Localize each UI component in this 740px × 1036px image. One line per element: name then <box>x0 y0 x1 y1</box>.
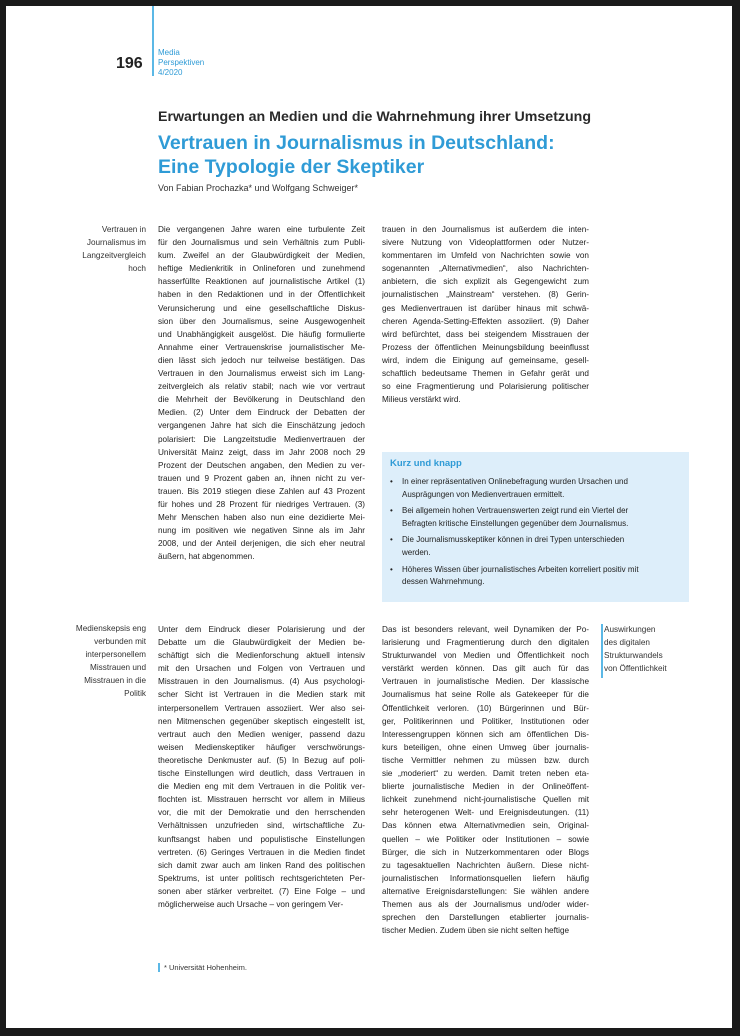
sidenote-line: interpersonellem <box>85 650 146 659</box>
text-line: vertreten. (6) Geringes Vertrauen in die Medien findet <box>158 847 365 857</box>
bullet-icon: • <box>390 564 393 574</box>
text-line: 2008, und der Anteil derjenigen, die sich eher neutral <box>158 539 365 549</box>
text-line: quellen – wie Politiker oder Institutionen – sowie <box>382 834 589 844</box>
text-line: sich damit zwar auch am linken Rand des politischen <box>158 860 365 870</box>
text-line: verstärkt werden können. Das gilt auch für das <box>382 664 589 674</box>
text-line: tischer Medien. Zudem üben sie nicht selten heftige <box>382 926 570 936</box>
sidenote-line: Misstrauen in die <box>84 676 146 685</box>
text-line: Interessengruppen können sich am öffentlichen Dis- <box>382 729 589 739</box>
sidenote-line: des digitalen <box>604 638 650 647</box>
summary-item <box>390 534 682 559</box>
title-line: Vertrauen in Journalismus in Deutschland: <box>158 132 555 154</box>
text-line: Milieus verstärkt wird. <box>382 395 461 405</box>
text-line: dien lässt sich jedoch nur teilweise bestätigen. Das <box>158 355 365 365</box>
article-subtitle: Erwartungen an Medien und die Wahrnehmung ihrer Umsetzung <box>158 109 592 125</box>
text-line: Die vergangenen Jahre waren eine turbulente Zeit <box>158 225 365 234</box>
text-line: sehr heterogenen Welt- und Ereignisdeutungen. (11) <box>382 808 589 818</box>
summary-item-line: Die Journalismusskeptiker können in drei Typen unterschieden <box>402 535 625 545</box>
journal-line: Perspektiven <box>158 58 205 67</box>
article-title <box>158 131 555 179</box>
sidenote-line: Politik <box>124 689 146 698</box>
text-line: tische Vermittler nehmen zu müssen bzw. durch <box>382 755 589 765</box>
text-line: lichkeit zunehmend nicht-journalistische Quellen mit <box>382 795 589 805</box>
journal-name <box>158 48 204 78</box>
text-line: heftige Medienkritik in Onlineforen und zunehmend <box>158 264 365 274</box>
sidenote-accent-line <box>601 624 603 678</box>
text-line: schaftlich bedeutsame Themen in Gefahr gerät und <box>382 369 589 379</box>
bullet-icon: • <box>390 506 393 516</box>
text-line: sogenannten „Alternativmedien“, also Nachrichten- <box>382 264 589 274</box>
summary-item-line: Befragten kritische Einstellungen gegenüber dem Journalismus. <box>402 518 629 528</box>
text-line: blierte journalistische Medien in der Onlineöffent- <box>382 782 589 792</box>
summary-item <box>390 564 682 589</box>
text-column-right-bottom <box>382 623 589 937</box>
text-line: kommentaren im Umfeld von Nachrichten sowie von <box>382 251 589 261</box>
text-line: Universität Mainz zeigt, dass im Jahr 2008 noch 29 <box>158 447 365 457</box>
text-line: nen Mitmenschen gegenüber skeptisch eingestellt ist, <box>158 716 365 726</box>
text-line: und Unabhängigkeit ausgelöst. Die häufig formulierte <box>158 329 365 339</box>
sidenote-line: von Öffentlichkeit <box>604 664 667 673</box>
summary-list <box>390 476 682 593</box>
text-line: Prozent der Deutschen angaben, den Medien zu ver- <box>158 460 365 470</box>
text-line: anbietern, die sich explizit als Gegengewicht zum <box>382 277 589 287</box>
text-column-right-top <box>382 223 589 406</box>
text-line: mit den Ursachen und Folgen von Vertrauen und <box>158 664 365 674</box>
sidenote-digital-change <box>604 623 724 675</box>
text-line: hasserfüllte Reaktionen auf journalistische Artikel (1) <box>158 277 365 287</box>
text-line: Öffentlichkeit verloren. (10) Bürgerinnen und Bür- <box>382 703 589 713</box>
text-line: weisen Medienskeptiker häufiger verschwörungs- <box>158 742 365 752</box>
text-line: zu tagesaktuellen Nachrichten äußern. Diese nicht- <box>382 860 589 870</box>
text-line: Misstrauen in den Journalismus. (4) Aus psychologi- <box>158 677 365 687</box>
header-accent-line <box>152 6 154 76</box>
text-line: scher Sicht ist Vertrauen in die Medien stark mit <box>158 690 365 700</box>
text-line: sonen aber stärker verbreitet. (7) Eine Folge – und <box>158 886 365 896</box>
text-line: Prozess der öffentlichen Meinungsbildung beeinflusst <box>382 342 589 352</box>
text-line: alternative Ereignisdarstellungen: Sie wählen andere <box>382 886 589 896</box>
text-line: Unter dem Eindruck dieser Polarisierung und der <box>158 625 365 634</box>
summary-box <box>382 452 689 602</box>
text-line: kunftsangst haben und populistische Einstellungen <box>158 834 365 844</box>
text-line: wird befürchtet, dass bei steigendem Misstrauen der <box>382 329 589 339</box>
text-line: tische Einstellungen wird deutlich, dass Vertrauen in <box>158 769 365 779</box>
text-line: Bürger, die sich in Nutzerkommentaren oder Blogs <box>382 847 589 857</box>
sidenote-line: Medienskepsis eng <box>75 624 146 633</box>
title-line: Eine Typologie der Skeptiker <box>158 156 425 178</box>
text-line: für den Journalismus und sein Verhältnis zum Publi- <box>158 238 365 248</box>
text-line: Annahme einer Vertrauenskrise journalistischer Me- <box>158 342 365 352</box>
text-line: Das können etwa Alternativmedien sein, Original- <box>382 821 589 831</box>
text-line: cheren Agenda-Setting-Effekten assoziiert. (9) Daher <box>382 316 589 326</box>
summary-item-line: Ausprägungen von Medienvertrauen ermittelt. <box>402 489 565 499</box>
text-line: wird, indem die Einigung auf gemeinsame, gesell- <box>382 355 589 365</box>
text-line: theoretische Denkmuster auf. (5) In Bezug auf poli- <box>158 755 365 765</box>
text-line: journalistischen Informationsquellen liefern häufig <box>382 873 589 883</box>
text-line: trauen in den Journalismus ist außerdem die inten- <box>382 225 589 234</box>
text-line: Journalismus hat seine Rolle als Gatekeeper für die <box>382 690 589 700</box>
text-line: vor, die mit der Demokratie und den herrschenden <box>158 808 365 818</box>
text-line: trauen und 9 Prozent gaben an, ihnen nicht zu ver- <box>158 473 365 483</box>
text-line: ger, Politikerinnen und Politiker, Institutionen oder <box>382 716 589 726</box>
summary-item <box>390 505 682 530</box>
text-line: sivere Nutzung von Videoplattformen oder Nutzer- <box>382 238 589 248</box>
text-line: ges Medienvertrauen ist darüber hinaus mit schwä- <box>382 303 589 313</box>
text-line: nung im positiven wie negativen Sinne als im Jahr <box>158 526 365 536</box>
text-line: kum. Zweifel an der Glaubwürdigkeit der Medien, <box>158 251 365 261</box>
sidenote-line: Strukturwandels <box>604 651 663 660</box>
sidenote-line: Journalismus im <box>86 238 146 247</box>
bullet-icon: • <box>390 477 393 486</box>
text-line: larisierung und Fragmentierung durch den digitalen <box>382 638 589 648</box>
text-line: Spektrums, ist unter politisch rechtsgerichteten Per- <box>158 873 365 883</box>
text-line: äußern, hat abgenommen. <box>158 552 255 562</box>
text-column-left-bottom <box>158 623 365 911</box>
text-line: kurs beteiligen, ohne einen Umweg über journalis- <box>382 742 589 752</box>
text-line: flochten ist. Misstrauen herrscht vor allem in Milieus <box>158 795 365 805</box>
sidenote-line: Langzeitvergleich <box>82 251 146 260</box>
journal-issue: 4/2020 <box>158 68 183 77</box>
footnote: * Universität Hohenheim. <box>164 963 247 972</box>
text-line: die Medien eng mit dem Vertrauen in die Politik ver- <box>158 782 365 792</box>
text-line: Strukturwandel von Medien und Öffentlichkeit noch <box>382 651 589 661</box>
summary-item-line: werden. <box>402 547 431 557</box>
sidenote-line: Vertrauen in <box>101 225 146 234</box>
text-line: sion über den Journalismus, seine Ausgewogenheit <box>158 316 365 326</box>
text-line: sprechen den Darstellungen etablierter journalis- <box>382 913 589 923</box>
summary-item <box>390 476 682 501</box>
text-line: schäftigt sich die Medienforschung aktuell intensiv <box>158 651 365 661</box>
text-column-left-top <box>158 223 365 563</box>
summary-item-line: dessen Wahrnehmung. <box>402 577 485 587</box>
sidenote-trust-longterm <box>46 223 146 275</box>
text-line: Vertrauen in journalistische Medien. Der klassische <box>382 677 589 687</box>
text-line: vertraut auch den Medien weniger, passend dazu <box>158 729 365 739</box>
summary-item-line: Bei allgemein hohen Vertrauenswerten zeigt rund ein Viertel der <box>402 506 629 516</box>
text-line: sie „moderiert“ zu werden. Damit treten neben eta- <box>382 769 589 779</box>
text-line: möglicherweise auch Ursache – von geringem Ver- <box>158 899 344 909</box>
text-line: Vertrauen in den Journalismus erweist sich im Lang- <box>158 369 365 379</box>
text-line: so eine Fragmentierung und Polarisierung politischer <box>382 382 589 392</box>
summary-box-title: Kurz und knapp <box>390 458 462 469</box>
text-line: interpersonellem Vertrauen assoziiert. Wer also sei- <box>158 703 365 713</box>
text-line: journalistischen „Mainstream“ verstehen. (8) Gerin- <box>382 290 589 300</box>
text-line: polarisiert: Die Langzeitstudie Medienvertrauen der <box>158 434 365 444</box>
page-number: 196 <box>116 55 143 72</box>
sidenote-line: Auswirkungen <box>604 625 656 634</box>
text-line: Mehr Menschen haben also nun eine dezidierte Mei- <box>158 513 365 523</box>
sidenote-line: hoch <box>128 264 146 273</box>
text-line: haben in den Redaktionen und in der Öffentlichkeit <box>158 290 365 300</box>
sidenote-line: Misstrauen und <box>90 663 146 672</box>
text-line: trauen. Bis 2019 stiegen diese Zahlen auf 43 Prozent <box>158 486 365 496</box>
sidenote-line: verbunden mit <box>94 637 146 646</box>
document-page <box>6 6 732 1028</box>
text-line: Verhältnissen unzufrieden sind, wirtschaftliche Zu- <box>158 821 365 831</box>
text-line: zeitvergleich als relativ stabil; nach wie vor vertraut <box>158 382 365 392</box>
summary-item-line: Höheres Wissen über journalistisches Arbeiten korreliert positiv mit <box>402 564 639 574</box>
journal-line: Media <box>158 48 180 57</box>
text-line: für hohes und 28 Prozent für niedriges Vertrauen. (3) <box>158 499 365 509</box>
sidenote-media-skepticism <box>46 622 146 700</box>
text-line: Das ist besonders relevant, weil Dynamiken der Po- <box>382 625 589 634</box>
footnote-accent-line <box>158 963 160 972</box>
text-line: Themen aus als der Journalismus und/oder wider- <box>382 899 589 909</box>
summary-item-line: In einer repräsentativen Onlinebefragung wurden Ursachen und <box>402 477 628 486</box>
text-line: Verunsicherung und eine gesellschaftliche Diskus- <box>158 303 365 313</box>
text-line: Debatte um die Glaubwürdigkeit der Medien be- <box>158 638 365 648</box>
text-line: die Mehrheit der Bevölkerung in Deutschland den <box>158 395 365 405</box>
text-line: vergangenen Jahre hat sich die Einschätzung jedoch <box>158 421 365 431</box>
bullet-icon: • <box>390 535 393 545</box>
article-authors: Von Fabian Prochazka* und Wolfgang Schweiger* <box>158 183 358 193</box>
text-line: Medien. (2) Unter dem Eindruck der Debatten der <box>158 408 365 418</box>
